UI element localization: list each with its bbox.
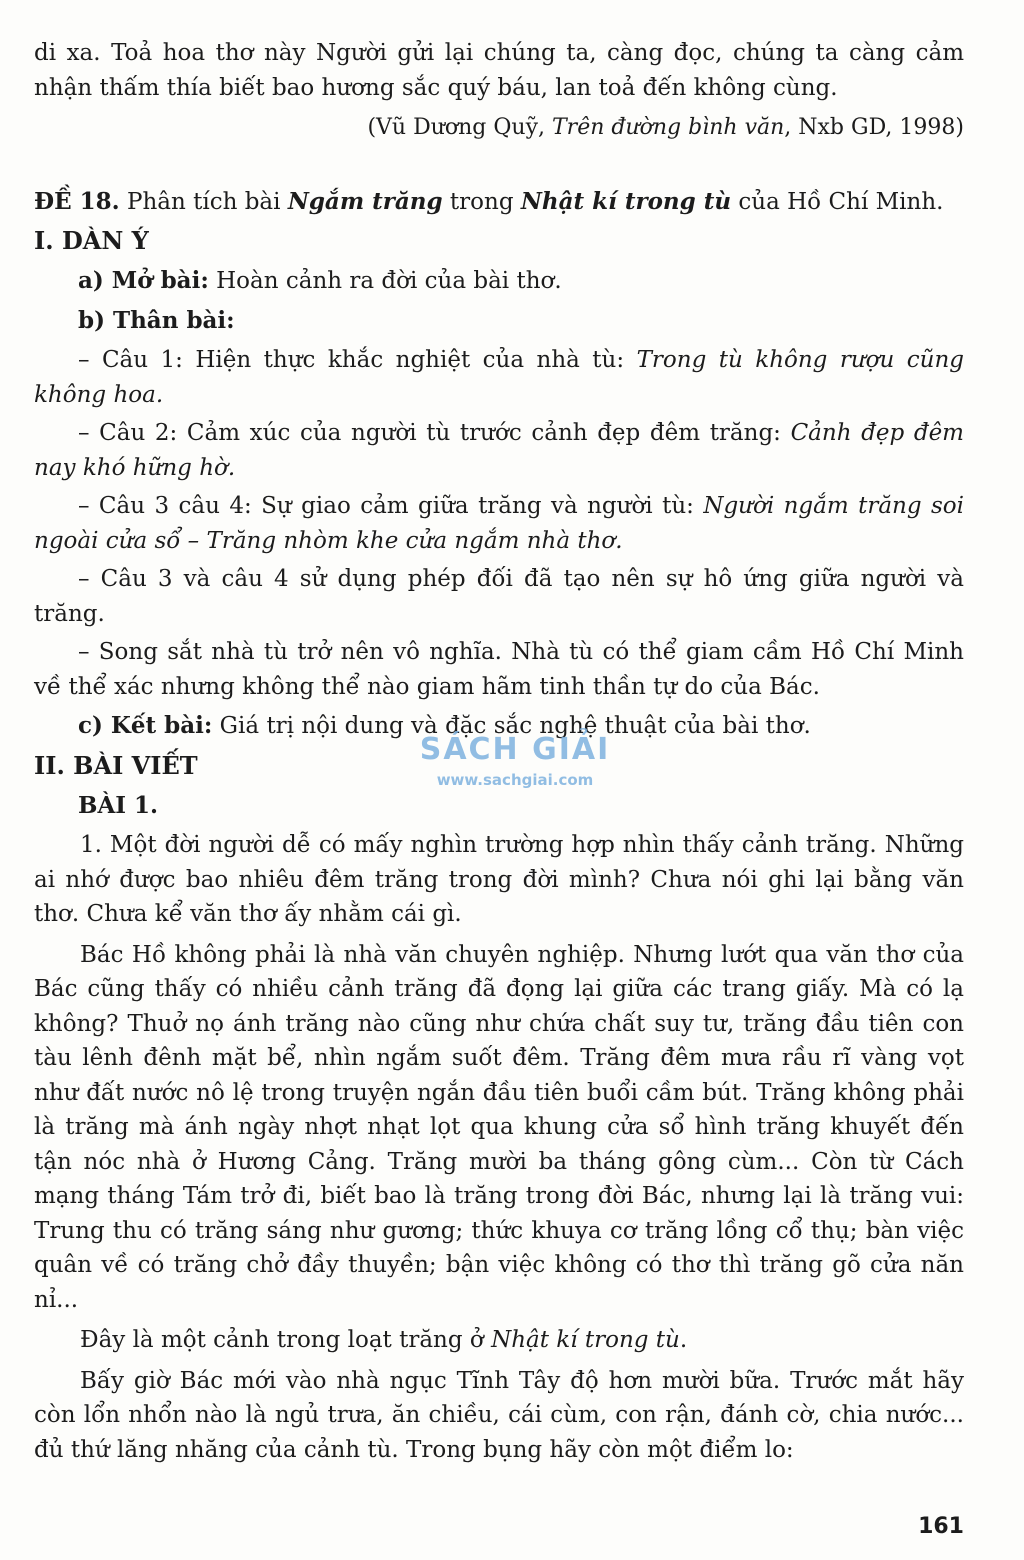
page-number: 161: [918, 1514, 964, 1539]
essay-paragraph-4: Bấy giờ Bác mới vào nhà ngục Tĩnh Tây độ hơn mười bữa. Trước mắt hãy còn lổn nhổn nào là ngủ trưa, ăn chiều, cái cùm, con rận, đánh cờ, chia nước... đủ thứ lăng nhăng của cảnh tù. Trong bụng hãy còn một điểm lo:: [34, 1367, 964, 1463]
outline-intro-label: a) Mở bài:: [78, 267, 209, 294]
essay-paragraph-1: 1. Một đời người dễ có mấy nghìn trường hợp nhìn thấy cảnh trăng. Những ai nhớ được bao nhiêu đêm trăng trong đời mình? Chưa nói ghi lại bằng văn thơ. Chưa kể văn thơ ấy nhằm cái gì.: [34, 832, 964, 927]
outline-item-1-text: – Câu 1: Hiện thực khắc nghiệt của nhà tù:: [78, 347, 637, 373]
outline-body-label: b) Thân bài:: [78, 307, 235, 334]
outline-item-3: [34, 489, 964, 558]
exercise-poem: Ngắm trăng: [287, 188, 443, 215]
essay-paragraph-2: Bác Hồ không phải là nhà văn chuyên nghiệp. Nhưng lướt qua văn thơ của Bác cũng thấy có nhiều cảnh trăng đã đọng lại giữa các trang giấy. Mà có lạ không? Thuở nọ ánh trăng nào cũng như chứa chất suy tư, trăng đầu tiên con tàu lênh đênh mặt bể, nhìn ngắm suốt đêm. Trăng đêm mưa rầu rĩ vàng vọt như đất nước nô lệ trong truyện ngắn đầu tiên buổi cầm bút. Trăng không phải là trăng mà ánh ngày nhợt nhạt lọt qua khung cửa sổ hình trăng khuyết đến tận nóc nhà ở Hương Cảng. Trăng mười ba tháng gông cùm... Còn từ Cách mạng tháng Tám trở đi, biết bao là trăng trong đời Bác, nhưng lại là trăng vui: Trung thu có trăng sáng như gương; thức khuya cơ trăng lồng cổ thụ; bàn việc quân về có trăng chở đầy thuyền; bận việc không có thơ thì trăng gõ cửa năn nỉ...: [34, 941, 964, 1313]
essay-paragraph-3-book: Nhật kí trong tù: [491, 1327, 680, 1353]
watermark-url: www.sachgiai.com: [436, 771, 594, 789]
outline-intro-text: Hoàn cảnh ra đời của bài thơ.: [208, 268, 562, 294]
essay-paragraph-3-text: Đây là một cảnh trong loạt trăng ở: [80, 1327, 492, 1353]
section-outline-heading: I. DÀN Ý: [34, 226, 149, 255]
essay-1-heading: BÀI 1.: [78, 792, 159, 819]
source-book: Trên đường bình văn: [552, 115, 785, 140]
exercise-book: Nhật kí trong tù: [520, 188, 732, 215]
outline-item-3-quote: Người ngắm trăng soi ngoài cửa sổ – Trăng nhòm khe cửa ngắm nhà thơ.: [34, 493, 964, 554]
intro-paragraph: di xa. Toả hoa thơ này Người gửi lại chúng ta, càng đọc, chúng ta càng cảm nhận thấm thía biết bao hương sắc quý báu, lan toả đến không cùng.: [34, 40, 964, 101]
page-body: [34, 36, 964, 1467]
exercise-label: ĐỀ 18.: [34, 188, 120, 215]
source-citation: [34, 111, 964, 145]
exercise-title: [34, 185, 964, 219]
exercise-text-3: của Hồ Chí Minh.: [731, 189, 944, 215]
source-post: , Nxb GD, 1998): [784, 115, 964, 140]
exercise-text-2: trong: [442, 189, 521, 215]
outline-item-1-quote: Trong tù không rượu cũng không hoa.: [34, 347, 964, 408]
exercise-text-1: Phân tích bài: [119, 189, 288, 215]
outline-item-1: [34, 343, 964, 412]
outline-body: [78, 303, 964, 339]
outline-item-2-text: – Câu 2: Cảm xúc của người tù trước cảnh đẹp đêm trăng:: [78, 420, 791, 446]
outline-item-5: – Song sắt nhà tù trở nên vô nghĩa. Nhà tù có thể giam cầm Hồ Chí Minh về thể xác nhưng không thể nào giam hãm tinh thần tự do của Bác.: [34, 639, 964, 700]
outline-item-2-quote: Cảnh đẹp đêm nay khó hững hờ.: [34, 420, 964, 481]
outline-item-4: – Câu 3 và câu 4 sử dụng phép đối đã tạo nên sự hô ứng giữa người và trăng.: [34, 566, 964, 627]
essay-paragraph-3: [34, 1323, 964, 1358]
section-essay-heading: II. BÀI VIẾT: [34, 751, 198, 780]
outline-intro: [78, 263, 964, 299]
outline-conclusion-label: c) Kết bài:: [78, 712, 213, 739]
essay-paragraph-3-end: .: [679, 1327, 688, 1353]
outline-item-3-text: – Câu 3 câu 4: Sự giao cảm giữa trăng và người tù:: [78, 493, 704, 519]
outline-item-2: [34, 416, 964, 485]
outline-conclusion: [78, 708, 964, 744]
source-pre: (Vũ Dương Quỹ,: [367, 115, 552, 140]
outline-conclusion-text: Giá trị nội dung và đặc sắc nghệ thuật của bài thơ.: [212, 713, 811, 739]
watermark-logo: SÁCH GIẢI: [419, 732, 611, 767]
